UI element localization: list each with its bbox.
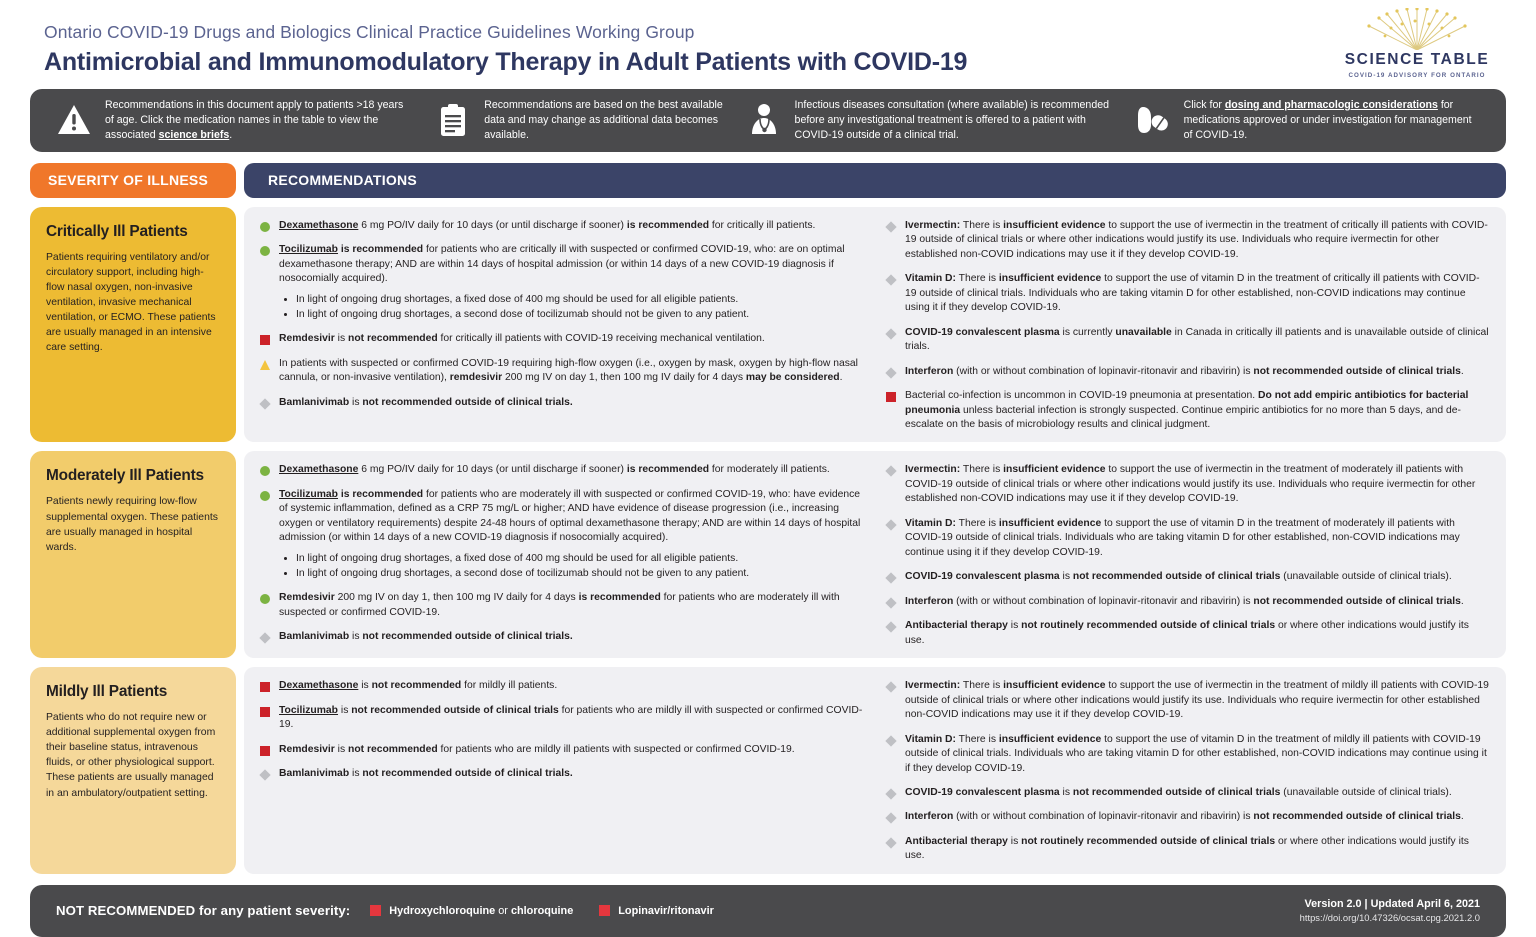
recommendation-item	[886, 517, 1490, 560]
square-bullet-icon	[260, 334, 271, 345]
severity-title: Mildly Ill Patients	[46, 683, 168, 701]
square-bullet-icon	[260, 681, 271, 692]
recommendation-item	[886, 219, 1490, 262]
severity-title: Critically Ill Patients	[46, 222, 188, 240]
recommendations-panel	[244, 667, 1506, 874]
notice-text-after: for medications approved or under investigation for management of COVID-19.	[1183, 98, 1472, 141]
notice-text-before: Recommendations in this document apply to patients >18 years of age. Click the medication names in the table to view the associated	[105, 98, 404, 141]
recommendation-text: Tocilizumab is recommended for patients who are moderately ill with suspected or confirmed COVID-19, who: have evidence of systemic inflammation, defined as a CRP 75 mg/L or higher; AND have evidence of disease progression (i.e., increasing oxygen or ventilatory requirements) despite 24-48 hours of optimal dexamethasone therapy; AND are within 14 days of hospital admission (or within 14 days of a new COVID-19 diagnosis if nosocomially acquired). • In light of ongoing drug shortages, a fixed dose of 400 mg should be used for all eligible patients. • In light of ongoing drug shortages, a second dose of tocilizumab should not be given to any patient.	[279, 488, 864, 581]
recommendation-text: Bacterial co-infection is uncommon in COVID-19 pneumonia at presentation. Do not add empiric antibiotics for bacterial pneumonia unless bacterial infection is strongly suspected. Continue empiric antibiotics for no more than 5 days, and de-escalate on the basis of microbiology results and clinical judgment.	[905, 390, 1469, 430]
recommendation-text: Ivermectin: There is insufficient evidence to support the use of ivermectin in the treatment of moderately ill patients with COVID-19 outside of clinical trials or where other indications would justify its use. Individuals who require ivermectin for other established non-COVID indications may use it if they develop COVID-19.	[905, 464, 1476, 505]
recommendation-item	[886, 810, 1490, 824]
diamond-bullet-icon	[886, 328, 897, 339]
recommendation-text: Bamlanivimab is not recommended outside of clinical trials.	[279, 768, 573, 780]
notice-text-before: Click for	[1183, 98, 1225, 111]
notice-text	[105, 98, 413, 143]
severity-card	[30, 667, 236, 874]
recommendation-item	[886, 835, 1490, 864]
notice-text-before: Infectious diseases consultation (where available) is recommended before any investigational treatment is offered to a patient with COVID-19 outside of a clinical trial.	[794, 98, 1109, 141]
recommendation-subbullets	[279, 292, 864, 323]
recommendation-text: Remdesivir 200 mg IV on day 1, then 100 mg IV daily for 4 days is recommended for patients who are moderately ill with suspected or confirmed COVID-19.	[279, 592, 840, 618]
severity-description: Patients requiring ventilatory and/or circulatory support, including high-flow nasal oxygen, non-invasive ventilation, invasive mechanical ventilation, or ECMO. These patients are usually managed in an intensive care setting.	[46, 251, 216, 354]
notice-item-evidence-basis	[423, 98, 733, 143]
recommendation-text: Bamlanivimab is not recommended outside of clinical trials.	[279, 631, 573, 643]
dosing-considerations-link[interactable]: dosing and pharmacologic considerations	[1224, 98, 1438, 111]
severity-description: Patients who do not require new or additional supplemental oxygen from their baseline status, intravenous fluids, or other physiological support. These patients are usually managed in an ambulatory/outpatient setting.	[46, 712, 216, 799]
recommendation-item	[886, 786, 1490, 800]
diamond-bullet-icon	[886, 519, 897, 530]
notice-text-before: Recommendations are based on the best available data and may change as additional data becomes available.	[484, 98, 723, 141]
pills-icon	[1133, 103, 1173, 137]
severity-row	[30, 451, 1506, 658]
recommendation-text: Dexamethasone 6 mg PO/IV daily for 10 days (or until discharge if sooner) is recommended for moderately ill patients.	[279, 464, 830, 476]
recommendation-text: Interferon (with or without combination of lopinavir-ritonavir and ribavirin) is not recommended outside of clinical trials.	[905, 811, 1464, 823]
column-header-recommendations: RECOMMENDATIONS	[244, 163, 1506, 198]
recommendation-item	[260, 463, 864, 477]
circle-bullet-icon	[260, 245, 271, 256]
recommendation-item	[886, 733, 1490, 776]
severity-row	[30, 667, 1506, 874]
notice-text	[484, 98, 723, 143]
diamond-bullet-icon	[886, 788, 897, 799]
recommendation-text: Dexamethasone is not recommended for mildly ill patients.	[279, 680, 558, 692]
circle-bullet-icon	[260, 221, 271, 232]
recommendation-item	[886, 389, 1490, 432]
recommendations-left-column	[254, 679, 870, 864]
recommendation-item	[260, 704, 864, 733]
doctor-icon	[744, 103, 784, 137]
starburst-icon	[1344, 8, 1490, 50]
recommendation-text: COVID-19 convalescent plasma is currently unavailable in Canada in critically ill patients and is unavailable outside of clinical trials.	[905, 326, 1489, 353]
diamond-bullet-icon	[886, 367, 897, 378]
circle-bullet-icon	[260, 593, 271, 604]
recommendation-item	[260, 743, 864, 757]
page-title: Antimicrobial and Immunomodulatory Therapy in Adult Patients with COVID-19	[44, 48, 968, 76]
science-table-logo	[1344, 8, 1490, 79]
footer-drug-label: Lopinavir/ritonavir	[618, 904, 714, 917]
recommendation-item	[260, 591, 864, 620]
recommendation-text: Ivermectin: There is insufficient evidence to support the use of ivermectin in the treatment of mildly ill patients with COVID-19 outside of clinical trials or where other indications would justify its use. Individuals who require ivermectin for other established non-COVID indications may use it if they develop COVID-19.	[905, 680, 1489, 721]
recommendations-right-column	[880, 463, 1496, 648]
recommendation-item	[886, 326, 1490, 355]
diamond-bullet-icon	[260, 632, 271, 643]
triangle-bullet-icon	[260, 359, 271, 370]
diamond-bullet-icon	[886, 621, 897, 632]
recommendation-item	[886, 595, 1490, 609]
recommendation-text: Antibacterial therapy is not routinely recommended outside of clinical trials or where other indications would justify its use.	[905, 835, 1469, 862]
footer-drug-label: Hydroxychloroquine or chloroquine	[389, 904, 574, 917]
logo-subtitle: COVID-19 ADVISORY FOR ONTARIO	[1348, 72, 1486, 79]
red-square-icon	[370, 905, 381, 916]
subbullet-item: • In light of ongoing drug shortages, a fixed dose of 400 mg should be used for all eligible patients.	[296, 292, 864, 307]
notice-item-dosing-link	[1123, 98, 1492, 143]
recommendation-text: Tocilizumab is not recommended outside of clinical trials for patients who are mildly ill with suspected or confirmed COVID-19.	[279, 704, 863, 731]
recommendation-text: Remdesivir is not recommended for patients who are mildly ill patients with suspected or confirmed COVID-19.	[279, 743, 795, 755]
recommendation-text: In patients with suspected or confirmed COVID-19 requiring high-flow oxygen (i.e., oxygen by mask, oxygen by high-flow nasal cannula, or non-invasive ventilation), remdesivir 200 mg IV on day 1, then 100 mg IV daily for 4 days may be considered.	[279, 357, 858, 384]
footer-bar	[30, 885, 1506, 937]
recommendation-item	[260, 488, 864, 581]
recommendation-item	[260, 630, 864, 644]
recommendation-item	[260, 679, 864, 693]
page-header	[30, 0, 1506, 83]
recommendation-text: Remdesivir is not recommended for critically ill patients with COVID-19 receiving mechanical ventilation.	[279, 333, 765, 345]
recommendation-item	[260, 243, 864, 322]
severity-row	[30, 207, 1506, 443]
recommendation-text: Ivermectin: There is insufficient evidence to support the use of ivermectin in the treatment of critically ill patients with COVID-19 outside of clinical trials or where other indications would justify its use. Individuals who require ivermectin for other established non-COVID indications may use it if they develop COVID-19.	[905, 219, 1488, 260]
notice-item-id-consultation	[734, 98, 1123, 143]
square-bullet-icon	[886, 391, 897, 402]
logo-title: SCIENCE TABLE	[1344, 51, 1490, 68]
severity-card	[30, 451, 236, 658]
recommendation-item	[886, 365, 1490, 379]
recommendation-item	[260, 767, 864, 781]
severity-rows	[30, 207, 1506, 874]
diamond-bullet-icon	[260, 398, 271, 409]
recommendation-text: Vitamin D: There is insufficient evidence to support the use of vitamin D in the treatment of mildly ill patients with COVID-19 outside of clinical trials. Individuals who are taking vitamin D for other established, non-COVID indications may continue using it if they develop COVID-19.	[905, 733, 1487, 774]
recommendations-right-column	[880, 679, 1496, 864]
version-label: Version 2.0 | Updated April 6, 2021	[1304, 898, 1480, 911]
doi-link[interactable]: https://doi.org/10.47326/ocsat.cpg.2021.2.0	[1299, 912, 1480, 924]
severity-card	[30, 207, 236, 443]
recommendation-item	[886, 570, 1490, 584]
diamond-bullet-icon	[886, 681, 897, 692]
footer-drug-item	[370, 905, 573, 917]
recommendations-left-column	[254, 219, 870, 433]
warning-icon	[54, 104, 94, 136]
recommendation-item	[886, 619, 1490, 648]
recommendation-text: Interferon (with or without combination of lopinavir-ritonavir and ribavirin) is not recommended outside of clinical trials.	[905, 365, 1464, 377]
recommendations-left-column	[254, 463, 870, 648]
version-block	[1300, 898, 1480, 923]
recommendation-text: Vitamin D: There is insufficient evidence to support the use of vitamin D in the treatment of moderately ill patients with COVID-19 outside of clinical trials. Individuals who are taking vitamin D for other established, non-COVID indications may continue using it if they develop COVID-19.	[905, 517, 1460, 558]
severity-description: Patients newly requiring low-flow supplemental oxygen. These patients are usually managed in hospital wards.	[46, 496, 218, 553]
diamond-bullet-icon	[886, 812, 897, 823]
diamond-bullet-icon	[886, 274, 897, 285]
recommendation-text: Tocilizumab is recommended for patients who are critically ill with suspected or confirmed COVID-19, who: are on optimal dexamethasone therapy; AND are within 14 days of hospital admission (or within 14 days of a new COVID-19 diagnosis if nosocomially acquired). • In light of ongoing drug shortages, a fixed dose of 400 mg should be used for all eligible patients. • In light of ongoing drug shortages, a second dose of tocilizumab should not be given to any patient.	[279, 243, 864, 322]
notice-text	[795, 98, 1113, 143]
recommendation-item	[886, 272, 1490, 315]
recommendation-item	[260, 357, 864, 386]
recommendations-panel	[244, 207, 1506, 443]
diamond-bullet-icon	[260, 769, 271, 780]
recommendation-text: Antibacterial therapy is not routinely recommended outside of clinical trials or where other indications would justify its use.	[905, 620, 1469, 646]
recommendation-text: COVID-19 convalescent plasma is not recommended outside of clinical trials (unavailable outside of clinical trials).	[905, 571, 1452, 583]
clipboard-icon	[433, 103, 473, 137]
recommendations-panel	[244, 451, 1506, 658]
recommendation-item	[260, 396, 864, 410]
subbullet-item: • In light of ongoing drug shortages, a second dose of tocilizumab should not be given to any patient.	[296, 566, 864, 581]
diamond-bullet-icon	[886, 572, 897, 583]
recommendation-text: Bamlanivimab is not recommended outside of clinical trials.	[279, 396, 573, 408]
diamond-bullet-icon	[886, 465, 897, 476]
square-bullet-icon	[260, 745, 271, 756]
notice-text	[1184, 98, 1482, 143]
square-bullet-icon	[260, 706, 271, 717]
not-recommended-drugs	[370, 905, 714, 917]
circle-bullet-icon	[260, 465, 271, 476]
diamond-bullet-icon	[886, 735, 897, 746]
recommendation-text: Vitamin D: There is insufficient evidence to support the use of vitamin D in the treatment of critically ill patients with COVID-19 outside of clinical trials. Individuals who are taking vitamin D for other established, non-COVID indications may continue using it if they develop COVID-19.	[905, 273, 1480, 314]
subbullet-item: • In light of ongoing drug shortages, a fixed dose of 400 mg should be used for all eligible patients.	[296, 551, 864, 566]
recommendation-subbullets	[279, 551, 864, 582]
footer-drug-item	[599, 905, 714, 917]
notice-item-age-restriction	[44, 98, 423, 143]
recommendation-text: COVID-19 convalescent plasma is not recommended outside of clinical trials (unavailable outside of clinical trials).	[905, 786, 1452, 798]
recommendation-item	[886, 679, 1490, 722]
circle-bullet-icon	[260, 490, 271, 501]
severity-title: Moderately Ill Patients	[46, 467, 204, 485]
not-recommended-label: NOT RECOMMENDED for any patient severity:	[56, 903, 351, 919]
science-briefs-link[interactable]: science briefs	[158, 128, 230, 141]
recommendation-item	[260, 219, 864, 233]
column-header-severity: SEVERITY OF ILLNESS	[30, 163, 236, 198]
notice-text-after: .	[229, 128, 233, 141]
recommendation-item	[260, 332, 864, 346]
diamond-bullet-icon	[886, 597, 897, 608]
table-header	[30, 163, 1506, 198]
recommendation-text: Interferon (with or without combination of lopinavir-ritonavir and ribavirin) is not recommended outside of clinical trials.	[905, 595, 1464, 607]
diamond-bullet-icon	[886, 837, 897, 848]
red-square-icon	[599, 905, 610, 916]
recommendation-text: Dexamethasone 6 mg PO/IV daily for 10 days (or until discharge if sooner) is recommended for critically ill patients.	[279, 219, 816, 231]
diamond-bullet-icon	[886, 221, 897, 232]
notice-bar	[30, 89, 1506, 152]
recommendations-right-column	[880, 219, 1496, 433]
working-group-label: Ontario COVID-19 Drugs and Biologics Clinical Practice Guidelines Working Group	[44, 22, 695, 42]
subbullet-item: • In light of ongoing drug shortages, a second dose of tocilizumab should not be given to any patient.	[296, 307, 864, 322]
recommendation-item	[886, 463, 1490, 506]
